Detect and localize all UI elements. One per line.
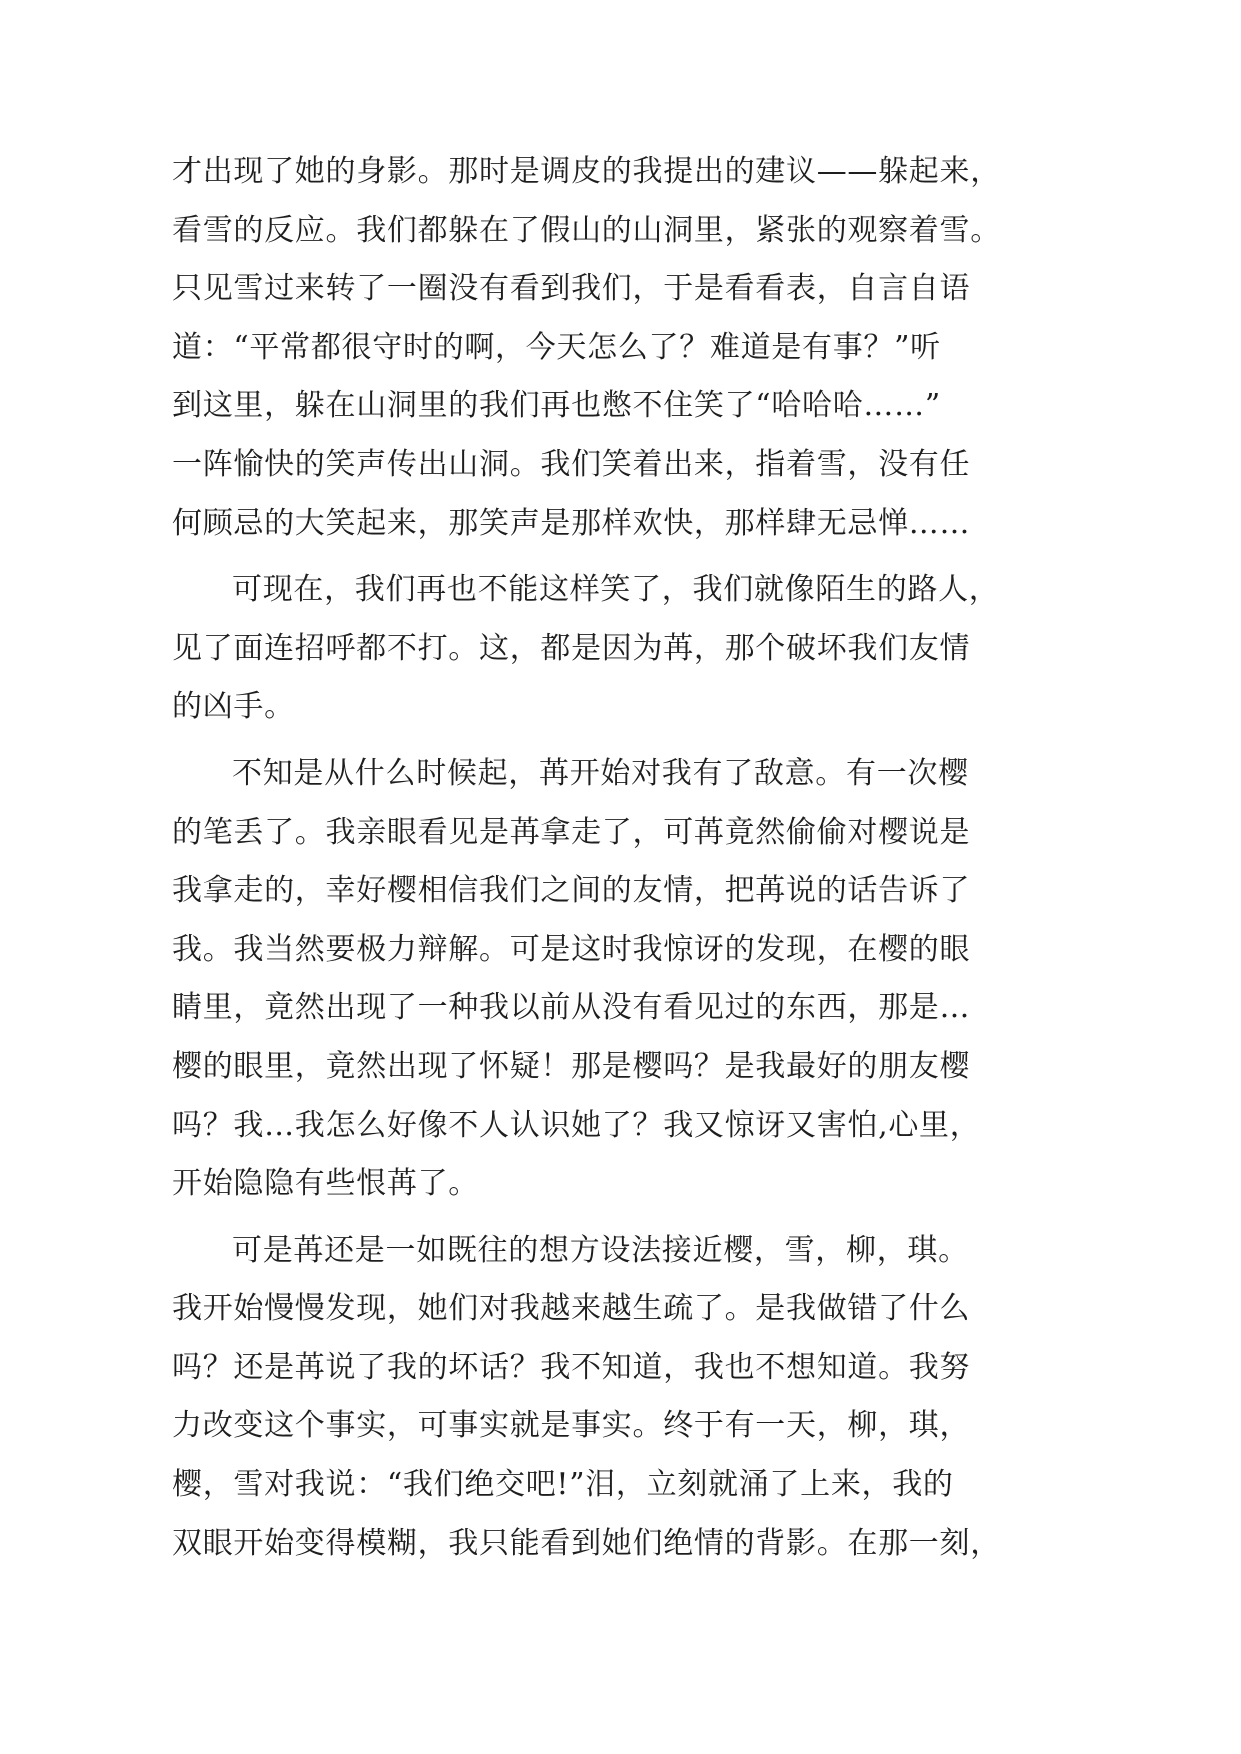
paragraph [172, 1222, 1241, 1574]
text-line: 双眼开始变得模糊，我只能看到她们绝情的背影。在那一刻， [172, 1525, 1001, 1561]
text-line: 樱，雪对我说：“我们绝交吧!”泪，立刻就涌了上来，我的 [172, 1467, 954, 1503]
text-line: 我开始慢慢发现，她们对我越来越生疏了。是我做错了什么 [172, 1291, 971, 1327]
text-line: 樱的眼里，竟然出现了怀疑！那是樱吗？是我最好的朋友樱 [172, 1048, 971, 1084]
text-line: 道：“平常都很守时的啊，今天怎么了？难道是有事？”听 [172, 329, 941, 365]
paragraph [172, 561, 1241, 737]
paragraph [172, 745, 1241, 1214]
text-line: 看雪的反应。我们都躲在了假山的山洞里，紧张的观察着雪。 [172, 212, 1001, 248]
text-line: 我。我当然要极力辩解。可是这时我惊讶的发现，在樱的眼 [172, 931, 971, 967]
text-line: 力改变这个事实，可事实就是事实。终于有一天，柳，琪， [172, 1408, 971, 1444]
text-line: 可现在，我们再也不能这样笑了，我们就像陌生的路人， [232, 572, 1000, 608]
text-line: 到这里，躲在山洞里的我们再也憋不住笑了“哈哈哈……” [172, 388, 941, 424]
text-line: 不知是从什么时候起，苒开始对我有了敌意。有一次樱 [232, 755, 969, 791]
text-line: 吗？还是苒说了我的坏话？我不知道，我也不想知道。我努 [172, 1349, 971, 1385]
text-line: 可是苒还是一如既往的想方设法接近樱，雪，柳，琪。 [232, 1232, 969, 1268]
paragraph [172, 143, 1241, 553]
text-line: 我拿走的，幸好樱相信我们之间的友情，把苒说的话告诉了 [172, 873, 971, 909]
text-line: 一阵愉快的笑声传出山洞。我们笑着出来，指着雪，没有任 [172, 446, 971, 482]
text-line: 的凶手。 [172, 689, 295, 725]
text-line: 吗？我…我怎么好像不人认识她了？我又惊讶又害怕,心里， [172, 1107, 981, 1143]
text-line: 睛里，竟然出现了一种我以前从没有看见过的东西，那是… [172, 990, 971, 1026]
text-line: 只见雪过来转了一圈没有看到我们，于是看看表，自言自语 [172, 271, 971, 307]
text-line: 何顾忌的大笑起来，那笑声是那样欢快，那样肆无忌惮…… [172, 505, 971, 541]
text-line: 的笔丢了。我亲眼看见是苒拿走了，可苒竟然偷偷对樱说是 [172, 814, 971, 850]
text-line: 见了面连招呼都不打。这，都是因为苒，那个破坏我们友情 [172, 630, 971, 666]
text-line: 开始隐隐有些恨苒了。 [172, 1166, 479, 1202]
text-line: 才出现了她的身影。那时是调皮的我提出的建议——躲起来， [172, 154, 1001, 189]
